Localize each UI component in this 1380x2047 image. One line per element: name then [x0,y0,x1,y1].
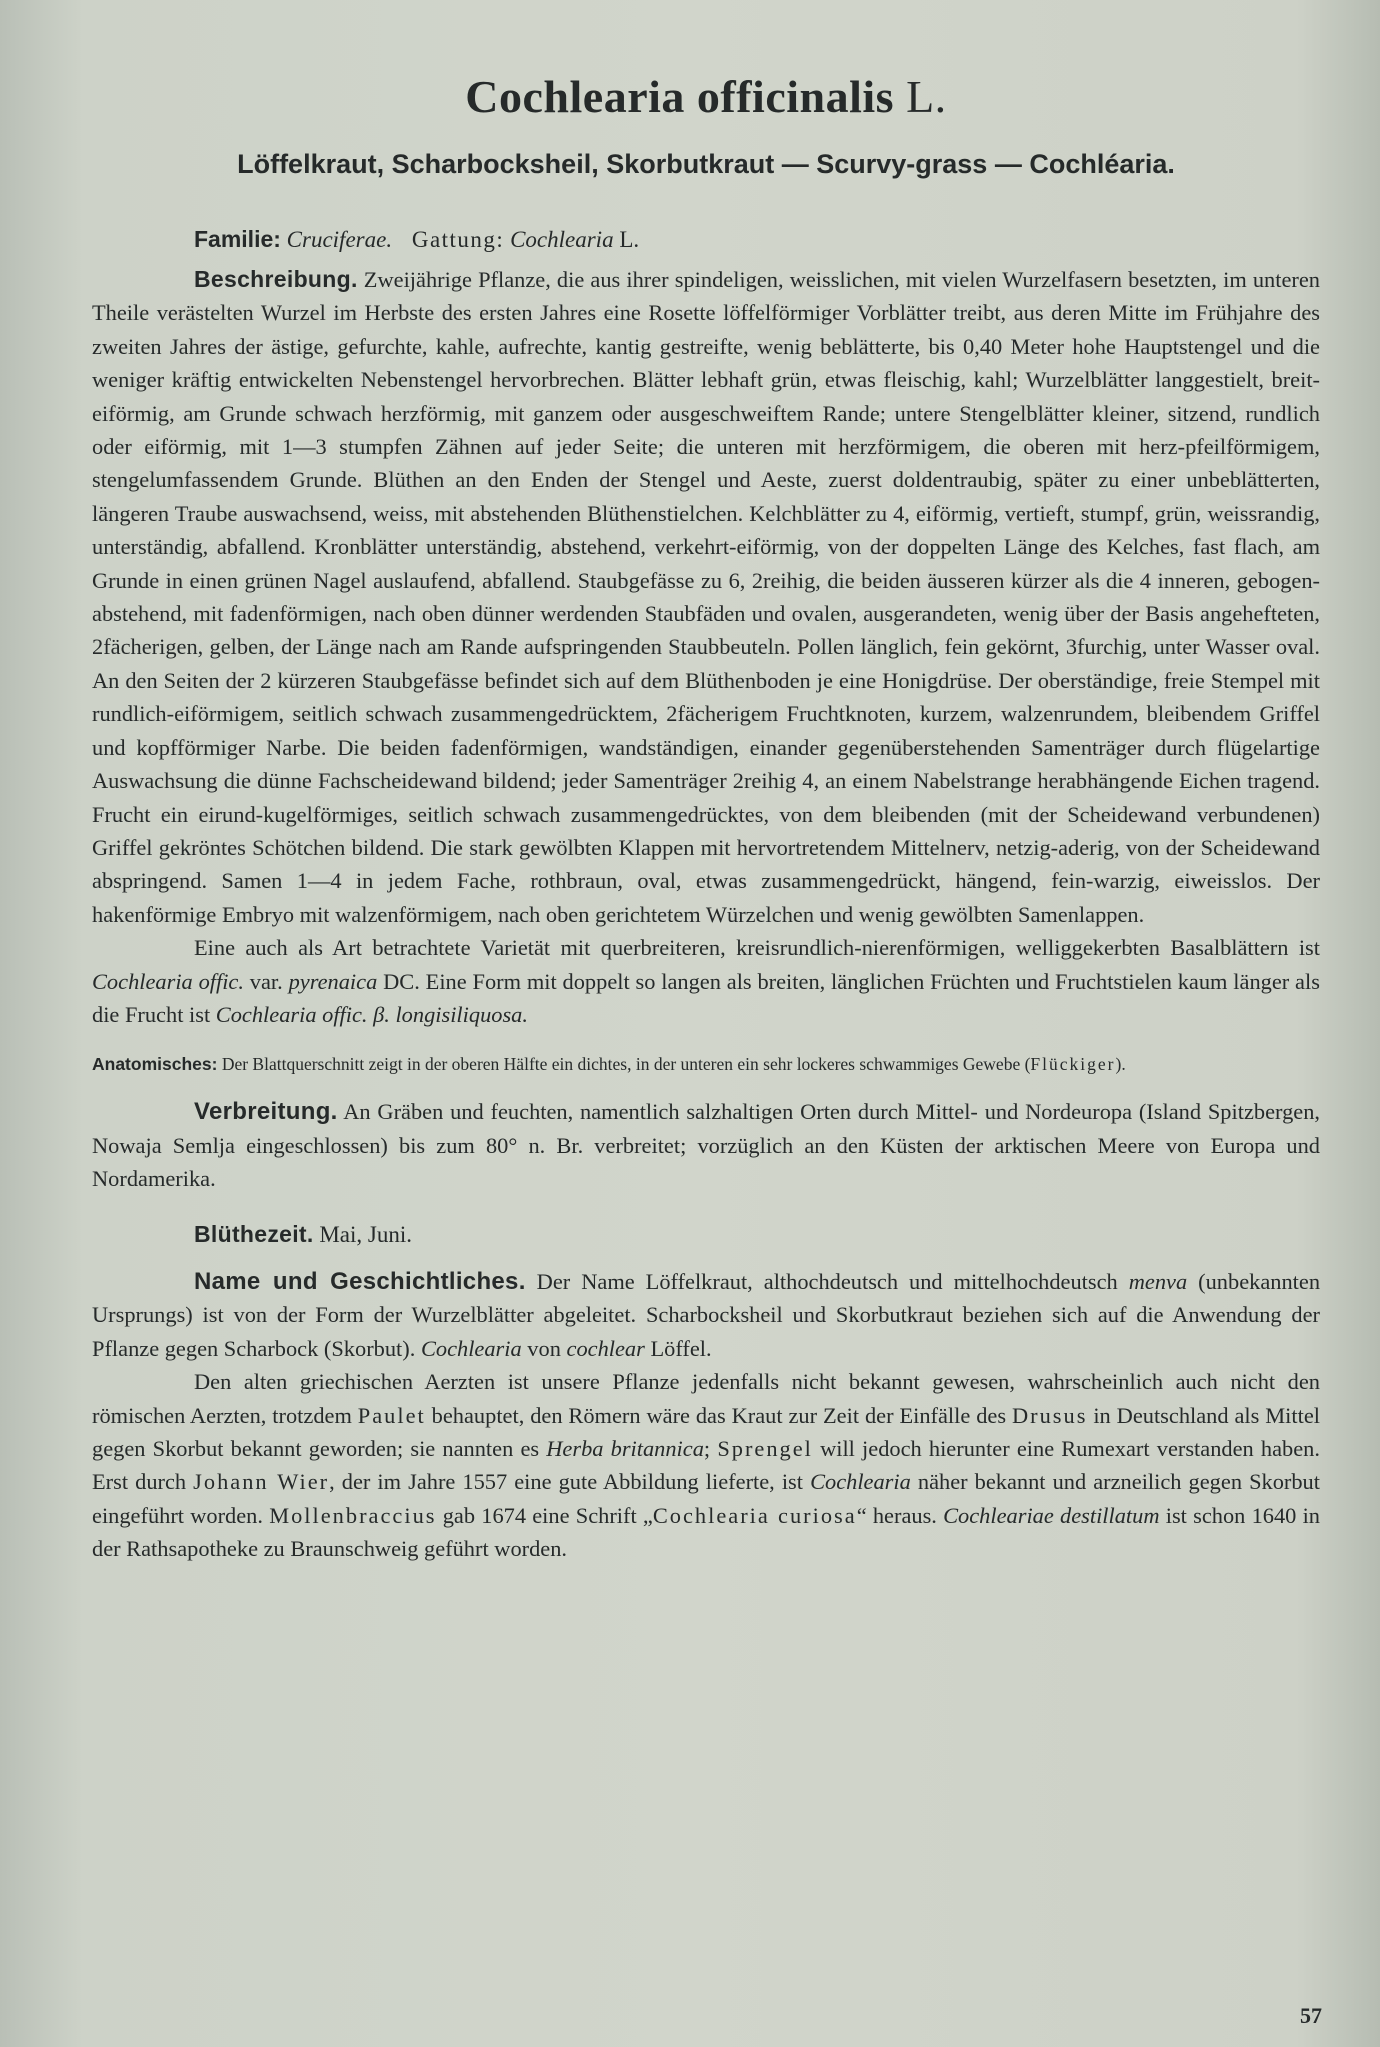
family-label: Familie: [194,226,281,252]
anatomy-text-end: ). [1115,1054,1126,1075]
history-text: ist schon 1640 in der Rathsapotheke zu Braunschweig geführt worden. [92,1502,1320,1562]
description-paragraph [92,263,1320,931]
distribution-text: An Gräben und feuchten, namentlich salzhaltigen Orten durch Mittel- und Nordeuropa (Island Spitzbergen, Nowaja Semlja eingeschlossen) bis zum 80° n. Br. verbreitet; vorzüglich an den Küsten der arktischen Meere von Europa und Nordamerika. [92,1099,1320,1192]
history-term: Cochlearia [420,1335,522,1361]
description-text: Zweijährige Pflanze, die aus ihrer spindeligen, weisslichen, mit vielen Wurzelfasern besetzten, im unteren Theile verästelten Wurzel im Herbste des ersten Jahres eine Rosette löffelförmiger Vorblätter treibt, aus deren Mitte im Frühjahre des zweiten Jahres der ästige, gefurchte, kahle, aufrechte, kantig gestreifte, wenig beblätterte, bis 0,40 Meter hohe Hauptstengel und die weniger kräftig entwickelten Nebenstengel hervorbrechen. Blätter lebhaft grün, etwas fleischig, kahl; Wurzelblätter langgestielt, breit-eiförmig, am Grunde schwach herzförmig, mit ganzem oder ausgeschweiftem Rande; untere Stengelblätter kleiner, sitzend, rundlich oder eiförmig, mit 1—3 stumpfen Zähnen auf jeder Seite; die unteren mit herzförmigem, die oberen mit herz-pfeilförmigem, stengelumfassendem Grunde. Blüthen an den Enden der Stengel und Aeste, zuerst doldentraubig, später zu einer unbeblätterten, längeren Traube auswachsend, weiss, mit abstehenden Blüthenstielchen. Kelchblätter zu 4, eiförmig, vertieft, stumpf, grün, weissrandig, unterständig, abfallend. Kronblätter unterständig, abstehend, verkehrt-eiförmig, von der doppelten Länge des Kelches, fast flach, am Grunde in einen grünen Nagel auslaufend, abfallend. Staubgefässe zu 6, 2reihig, die beiden äusseren kürzer als die 4 inneren, gebogen-abstehend, mit fadenförmigen, nach oben dünner werdenden Staubfäden und ovalen, ausgerandeten, wenig über der Basis angehefteten, 2fächerigen, gelben, der Länge nach am Rande aufspringenden Staubbeuteln. Pollen länglich, fein gekörnt, 3furchig, unter Wasser oval. An den Seiten der 2 kürzeren Staubgefässe befindet sich auf dem Blüthenboden je eine Honigdrüse. Der oberständige, freie Stempel mit rundlich-eiförmigem, seitlich schwach zusammengedrücktem, 2fächerigem Fruchtknoten, kurzem, walzenrundem, bleibendem Griffel und kopfförmiger Narbe. Die beiden fadenförmigen, wandständigen, einander gegenüberstehenden Samenträger durch flügelartige Auswachsung die dünne Fachscheidewand bildend; jeder Samenträger 2reihig 4, an einem Nabelstrange herabhängende Eichen tragend. Frucht ein eirund-kugelförmiges, seitlich schwach zusammengedrücktes, von dem bleibenden (mit der Scheidewand verbundenen) Griffel gekröntes Schötchen bildend. Die stark gewölbten Klappen mit hervortretendem Mittelnerv, netzig-aderig, von der Scheidewand abspringend. Samen 1—4 in jedem Fache, rothbraun, oval, etwas zusammengedrückt, hängend, fein-warzig, eiweisslos. Der hakenförmige Embryo mit walzenförmigem, nach oben gerichtetem Würzelchen und wenig gewölbten Samenlappen. [92,267,1320,927]
anatomy-paragraph [92,1049,1320,1079]
history-text: , der im Jahre 1557 eine gute Abbildung lieferte, ist [329,1469,803,1495]
history-text: (unbekannten Ursprungs) ist von der Form der Wurzelblätter abgeleitet. Scharbocksheil und Skorbutkraut beziehen sich auf die Anwendung der Pflanze gegen Scharbock (Skorbut). [92,1268,1321,1361]
flowering-heading: Blüthezeit. [194,1220,314,1247]
history-text: in Deutschland als Mittel gegen Skorbut bekannt geworden; sie nannten es [92,1402,1320,1461]
history-text: Löffel. [650,1335,712,1361]
variety-a-var: var. [249,968,283,994]
variety-a-epithet: pyrenaica [288,968,378,994]
variety-b-name: Cochlearia offic. β. longisiliquosa. [215,1001,528,1027]
species-author: L. [906,71,947,122]
history-text: Den alten griechischen Aerzten ist unsere Pflanze jedenfalls nicht bekannt gewesen, wahrscheinlich auch nicht den römischen Aerzten, trotzdem [92,1369,1320,1428]
history-paragraph-2 [92,1365,1320,1565]
anatomy-author: Flückiger [1030,1054,1116,1075]
distribution-heading: Verbreitung. [194,1098,338,1126]
history-text: will jedoch hierunter eine Rumexart verstanden haben. Erst durch [92,1436,1320,1495]
history-term: cochlear [566,1335,645,1361]
person-name: Paulet [357,1402,426,1428]
person-name: Drusus [1011,1402,1088,1428]
genus-label: Gattung: [411,227,505,252]
history-paragraph-1 [92,1265,1320,1365]
history-text: “ heraus. [856,1502,937,1528]
genus-value: Cochlearia [510,227,614,252]
page-number: 57 [1300,2003,1322,2028]
person-name: Mollenbraccius [269,1502,437,1528]
history-term: Cochleariae destillatum [943,1502,1160,1528]
book-title: Cochlearia curiosa [652,1502,857,1528]
history-term: Cochlearia [810,1469,911,1495]
flowering-line [92,1218,1320,1251]
history-text: gab 1674 eine Schrift „ [442,1502,653,1528]
history-text: von [527,1335,561,1361]
history-heading: Name und Geschichtliches. [194,1267,526,1295]
variety-a-name: Cochlearia offic. [92,968,244,994]
common-names: Löffelkraut, Scharbocksheil, Skorbutkraut — Scurvy-grass — Cochléaria. [237,149,1175,179]
variety-paragraph [92,931,1320,1031]
history-text: Der Name Löffelkraut, althochdeutsch und mittelhochdeutsch [536,1268,1118,1294]
history-term: Herba britannica [546,1436,704,1461]
variety-a-author: DC. [383,968,420,994]
flowering-text: Mai, Juni. [319,1221,412,1247]
history-term: menva [1128,1268,1188,1294]
variety-b-text: Eine Form mit doppelt so langen als breiten, länglichen Früchten und Fruchtstielen kaum länger als die Frucht ist [92,968,1320,1027]
distribution-paragraph [92,1095,1320,1195]
person-name: Johann Wier [193,1469,330,1495]
history-text: ; [703,1436,711,1461]
page-title [92,70,1320,123]
species-name: Cochlearia officinalis [465,71,895,122]
variety-a-text: Eine auch als Art betrachtete Varietät mit querbreiteren, kreisrundlich-nierenförmigen, welliggekerbten Basalblättern ist [194,935,1320,961]
person-name: Sprengel [717,1436,813,1461]
anatomy-text: Der Blattquerschnitt zeigt in der oberen Hälfte ein dichtes, in der unteren ein sehr lockeres schwammiges Gewebe ( [221,1054,1031,1075]
history-text: näher bekannt und arzneilich gegen Skorbut eingeführt worden. [92,1469,1320,1528]
history-text: behauptet, den Römern wäre das Kraut zur Zeit der Einfälle des [431,1402,1007,1428]
family-line [92,222,1320,257]
genus-author: L. [619,227,640,252]
family-value: Cruciferae. [286,227,393,252]
anatomy-heading: Anatomisches: [92,1054,218,1075]
description-heading: Beschreibung. [194,266,358,292]
